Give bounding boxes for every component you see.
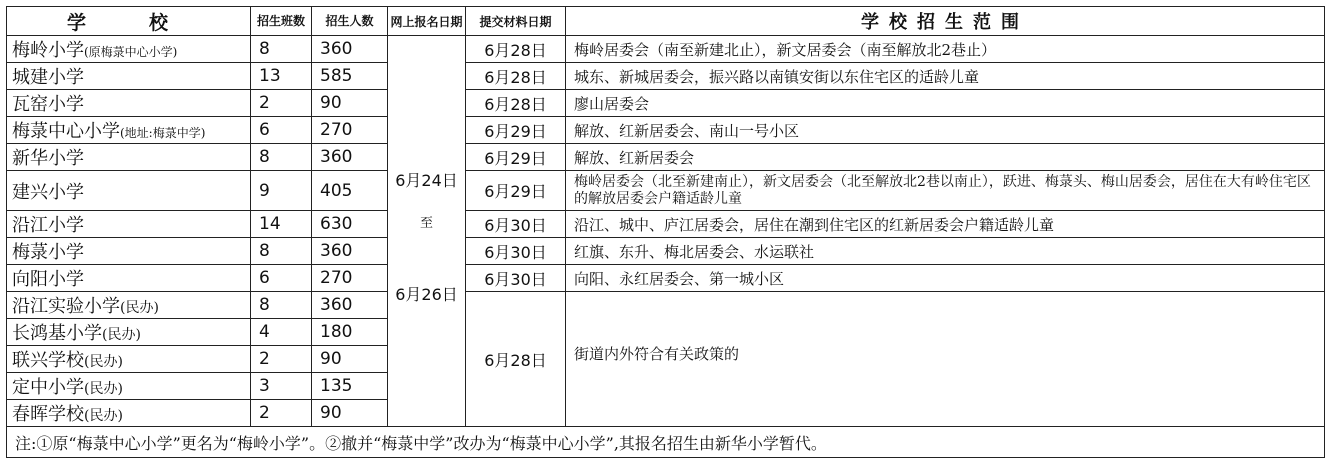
school-type: (民办) [84,354,123,370]
enrollment-range: 梅岭居委会（北至新建南止），新文居委会（北至解放北2巷以南止），跃进、梅菉头、梅山居委会，居住在大有岭住宅区的解放居委会户籍适龄儿童 [566,171,1325,211]
school-name-text: 新华小学 [12,148,84,169]
student-count: 90 [312,90,388,117]
school-name [7,319,251,346]
enrollment-table [6,6,1325,458]
header-school: 学 校 [7,7,251,36]
school-name [7,63,251,90]
school-type: (民办) [84,381,123,397]
school-name-text: 联兴学校 [12,350,84,371]
school-name-text: 沿江小学 [12,215,84,236]
submit-date: 6月30日 [466,238,566,265]
student-count: 630 [312,211,388,238]
table-row [7,292,1325,319]
submit-date: 6月30日 [466,211,566,238]
student-count: 360 [312,238,388,265]
minban-enrollment-range: 街道内外符合有关政策的 [566,292,1325,427]
online-to: 至 [419,216,433,231]
school-name-text: 春晖学校 [12,404,84,425]
student-count: 180 [312,319,388,346]
footnote: 注:①原“梅菉中心小学”更名为“梅岭小学”。②撤并“梅菉中学”改办为“梅菉中心小学”,其报名招生由新华小学暂代。 [7,427,1325,458]
school-type: (民办) [102,327,141,343]
online-end-date: 6月26日 [395,285,458,304]
submit-date: 6月30日 [466,265,566,292]
school-name-text: 梅岭小学 [12,40,84,61]
enrollment-range: 廖山居委会 [566,90,1325,117]
footnote-row [7,427,1325,458]
student-count: 270 [312,265,388,292]
class-count: 14 [251,211,312,238]
school-name [7,400,251,427]
student-count: 360 [312,292,388,319]
school-name [7,117,251,144]
school-type: (民办) [84,408,123,424]
submit-date: 6月29日 [466,171,566,211]
class-count: 6 [251,265,312,292]
table-row [7,171,1325,211]
class-count: 13 [251,63,312,90]
header-row [7,7,1325,36]
table-row [7,36,1325,63]
submit-date: 6月28日 [466,63,566,90]
class-count: 2 [251,90,312,117]
header-submit-date: 提交材料日期 [466,7,566,36]
school-name [7,373,251,400]
school-note: (地址:梅菉中学) [120,126,206,140]
submit-date: 6月28日 [466,36,566,63]
enrollment-range: 梅岭居委会（南至新建北止），新文居委会（南至解放北2巷止） [566,36,1325,63]
enrollment-range: 解放、红新居委会、南山一号小区 [566,117,1325,144]
student-count: 405 [312,171,388,211]
school-name [7,211,251,238]
school-name-text: 建兴小学 [12,181,84,203]
class-count: 3 [251,373,312,400]
enrollment-range: 向阳、永红居委会、第一城小区 [566,265,1325,292]
class-count: 6 [251,117,312,144]
class-count: 4 [251,319,312,346]
class-count: 8 [251,292,312,319]
class-count: 2 [251,400,312,427]
school-name [7,171,251,211]
class-count: 8 [251,36,312,63]
school-type: (民办) [120,300,159,316]
table-row [7,144,1325,171]
school-name [7,36,251,63]
enrollment-range: 解放、红新居委会 [566,144,1325,171]
school-name-text: 城建小学 [12,67,84,88]
enrollment-range: 红旗、东升、梅北居委会、水运联社 [566,238,1325,265]
student-count: 585 [312,63,388,90]
class-count: 2 [251,346,312,373]
enrollment-range: 沿江、城中、庐江居委会，居住在潮到住宅区的红新居委会户籍适龄儿童 [566,211,1325,238]
table-row [7,265,1325,292]
student-count: 90 [312,400,388,427]
table-row [7,211,1325,238]
student-count: 360 [312,36,388,63]
online-period-cell [388,36,466,427]
school-name-text: 沿江实验小学 [12,296,120,317]
class-count: 8 [251,144,312,171]
header-online-date: 网上报名日期 [388,7,466,36]
submit-date: 6月29日 [466,144,566,171]
school-name-text: 向阳小学 [12,269,84,290]
table-row [7,117,1325,144]
class-count: 9 [251,171,312,211]
school-name-text: 定中小学 [12,377,84,398]
school-name [7,265,251,292]
submit-date: 6月28日 [466,90,566,117]
school-name [7,238,251,265]
online-start-date: 6月24日 [395,171,458,190]
header-students: 招生人数 [312,7,388,36]
student-count: 270 [312,117,388,144]
school-name-text: 长鸿基小学 [12,323,102,344]
minban-submit-date: 6月28日 [466,292,566,427]
submit-date: 6月29日 [466,117,566,144]
school-note: (原梅菉中心小学) [84,45,178,59]
enrollment-table-container [6,6,1324,458]
school-name [7,346,251,373]
school-name [7,292,251,319]
school-name-text: 梅菉小学 [12,242,84,263]
school-name [7,144,251,171]
table-row [7,63,1325,90]
school-name-text: 瓦窑小学 [12,94,84,115]
school-name-text: 梅菉中心小学 [12,121,120,142]
table-row [7,90,1325,117]
header-classes: 招生班数 [251,7,312,36]
student-count: 135 [312,373,388,400]
enrollment-range: 城东、新城居委会，振兴路以南镇安街以东住宅区的适龄儿童 [566,63,1325,90]
header-range: 学校招生范围 [566,7,1325,36]
student-count: 90 [312,346,388,373]
class-count: 8 [251,238,312,265]
school-name [7,90,251,117]
student-count: 360 [312,144,388,171]
table-row [7,238,1325,265]
